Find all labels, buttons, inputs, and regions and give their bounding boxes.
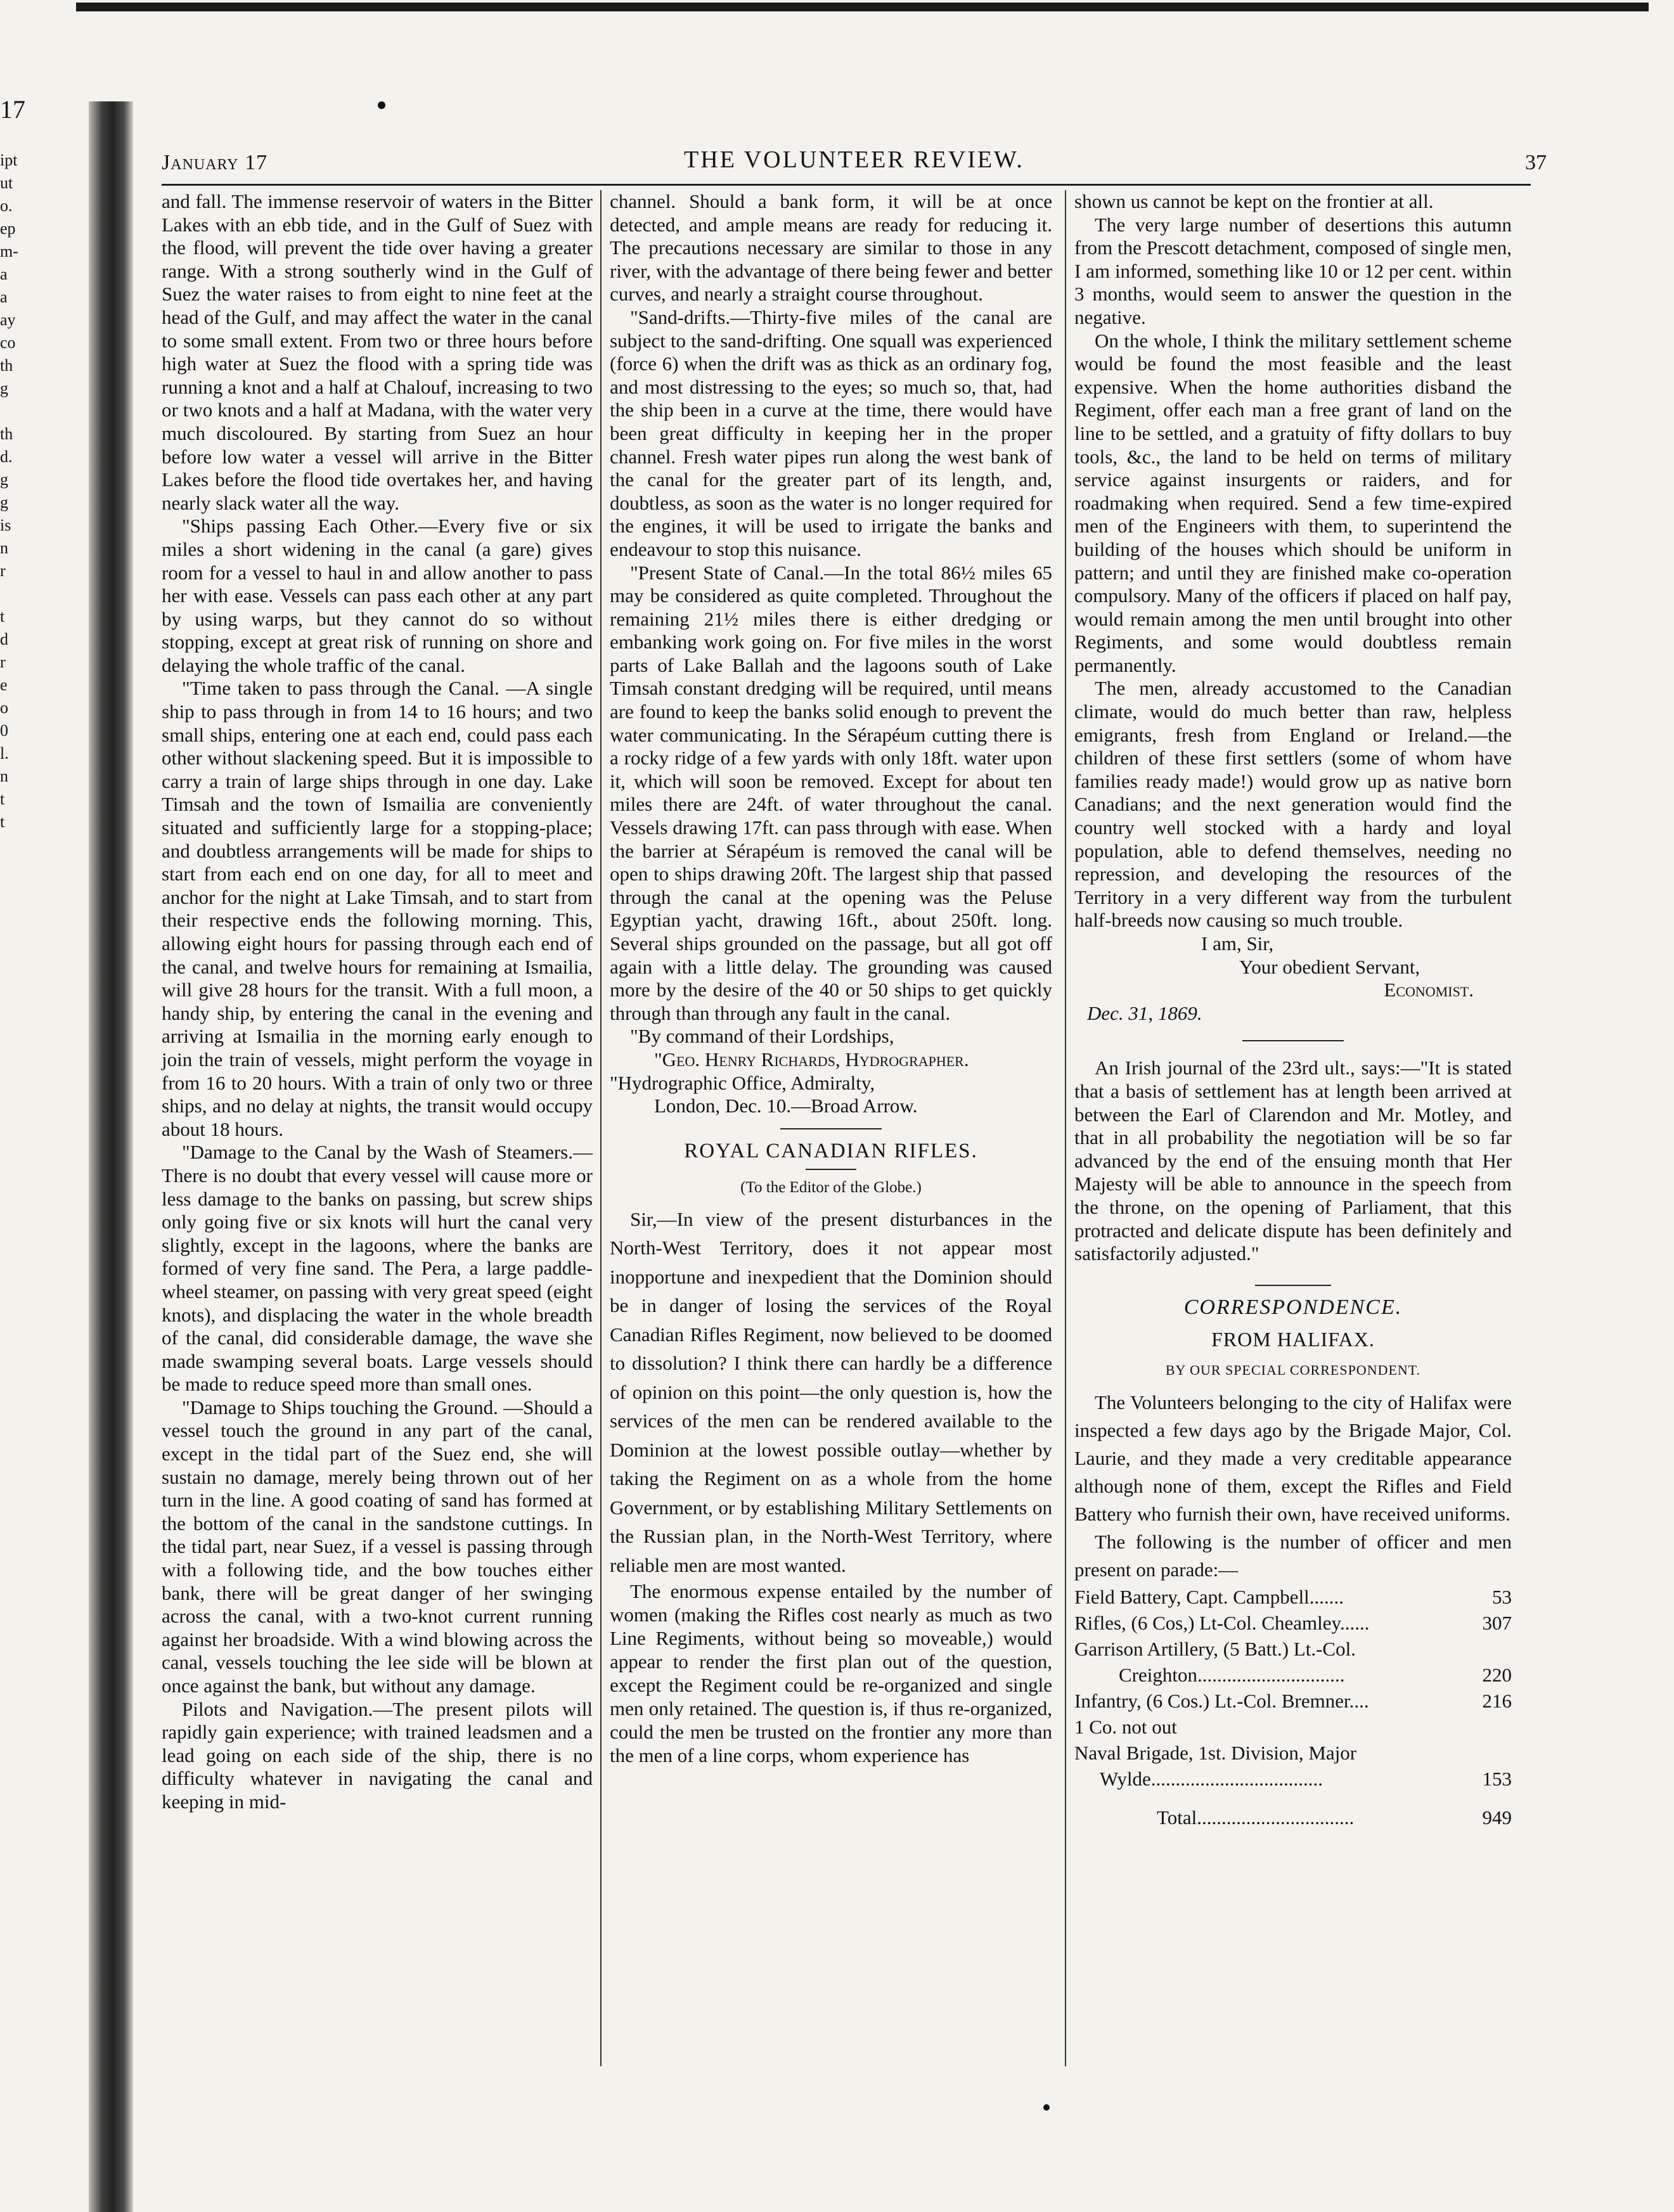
paragraph: Sir,—In view of the present disturbances in the North-West Territory, does it not appear most inopportune and inexpedient that the Dominion should be in danger of losing the services of the Royal Canadian Rifles Regiment, now believed to be doomed to dissolution? I think there can hardly be a difference of opinion on this point—the only question is, how the services of the men can be rendered available to the Dominion at the lowest possible outlay—whether by taking the Regiment on as a whole from the home Government, or by establishing Military Settlements on the Russian plan, in the North-West Territory, where reliable men are most wanted. (610, 1207, 1052, 1576)
parade-table (1074, 1584, 1512, 1830)
paragraph: "Present State of Canal.—In the total 86½ miles 65 may be considered as quite completed. Throughout the remaining 21½ miles there is either dredging or embanking work going on. For five miles in the worst parts of Lake Ballah and the lagoons south of Lake Timsah constant dredging will be required, until means are found to keep the banks solid enough to prevent the water communicating. In the Sérapéum cutting there is a rocky ridge of a few yards with only 18ft. water upon it, which will soon be removed. Except for about ten miles there are 24ft. of water throughout the canal. Vessels drawing 17ft. can pass through with ease. When the barrier at Sérapéum is removed the canal will be open to ships drawing 20ft. The largest ship that passed through the canal at the opening was the Peluse Egyptian yacht, drawing 16ft., about 250ft. long. Several ships grounded on the passage, but all got off again with a little delay. The grounding was caused more by the desire of the 40 or 50 ships to get quickly through than through any fault in the canal. (610, 561, 1052, 1024)
gutter-fragment: ep (0, 219, 16, 238)
gutter-fragment: m- (0, 242, 18, 260)
row-number: 216 (1482, 1689, 1512, 1712)
page-header (162, 146, 1547, 177)
article-heading: ROYAL CANADIAN RIFLES. (684, 1139, 978, 1162)
row-label: Wylde................................... (1100, 1767, 1323, 1790)
gutter-fragment: a (0, 288, 8, 306)
paragraph: On the whole, I think the military settlement scheme would be found the most feasible and the least expensive. When the home authorities disband the Regiment, offer each man a free grant of land on the line to be settled, and a gratuity of fifty dollars to buy tools, &c., the land to be held on terms of military service against insurgents or raiders, and for roadmaking when required. Send a few time-expired men of the Engineers with them, to superintend the building of the houses which should be uniform in pattern; and until they are finished make co-operation compulsory. Many of the officers if placed on half pay, would remain among the men until brought into other Regiments, and some would doubtless remain permanently. (1074, 329, 1512, 676)
signature-dateline: London, Dec. 10.—Broad Arrow. (654, 1095, 918, 1117)
correspondence-byline: BY OUR SPECIAL CORRESPONDENT. (1165, 1361, 1421, 1378)
gutter-fragment: 17 (0, 95, 25, 124)
paragraph: Pilots and Navigation.—The present pilots will rapidly gain experience; with trained leadsmen and a lead going on each side of the ship, there is no difficulty whatever in navigating the canal and keeping in mid- (162, 1697, 593, 1813)
column-rule (600, 190, 602, 2066)
header-page-number: 37 (1525, 151, 1547, 174)
row-number (1455, 1714, 1512, 1740)
row-number: 307 (1482, 1611, 1512, 1634)
gutter-fragment: th (0, 356, 13, 375)
gutter-fragment: n (0, 767, 8, 785)
paragraph: channel. Should a bank form, it will be at once detected, and ample means are ready for reducing it. The precautions necessary are similar to those in any river, with the advantage of there being fewer and better curves, and nearly a straight course throughout. (610, 190, 1052, 305)
ink-speck (378, 101, 385, 109)
gutter-fragment: d (0, 630, 8, 648)
paragraph: The enormous expense entailed by the number of women (making the Rifles cost nearly as much as two Line Regiments, without being so moveable,) would appear to render the first plan out of the question, except the Regiment could be re-organized and single men only retained. The question is, if thus re-organized, could the men be trusted on the frontier any more than the men of a line corps, whom experience has (610, 1580, 1052, 1767)
gutter-fragment: e (0, 676, 8, 694)
paragraph: The following is the number of officer and men present on parade:— (1074, 1530, 1512, 1581)
gutter-fragment: t (0, 790, 5, 808)
gutter-fragment: co (0, 333, 16, 352)
row-number: 53 (1492, 1585, 1512, 1608)
gutter-fragment: r (0, 562, 6, 580)
paragraph: The men, already accustomed to the Canadian climate, would do much better than raw, helpless emigrants, fresh from England or Ireland.—the children of these first settlers (some of whom have families ready made!) would grow up as native born Canadians; and the next generation would find the country well stocked with a hardy and loyal population, able to defend themselves, needing no repression, and developing the resources of the Territory in a very different way from the turbulent half-breeds now causing so much trouble. (1074, 677, 1512, 932)
gutter-fragment: a (0, 265, 8, 283)
gutter-fragment: ut (0, 174, 13, 192)
row-number: 153 (1482, 1767, 1512, 1790)
gutter-fragment: is (0, 516, 11, 534)
gutter-fragment: t (0, 607, 5, 626)
paragraph: and fall. The immense reservoir of waters in the Bitter Lakes with an ebb tide, and in the Gulf of Suez with the flood, will prevent the tide over having a greater range. With a strong southerly wind in the Gulf of Suez the water raises to from eight to nine feet at the head of the Gulf, and may affect the water in the canal to some small extent. From two or three hours before high water at Suez the flood with a spring tide was running a knot and a half at Chalouf, increasing to two or two knots and a half at Madana, with the water very much discoloured. By starting from Suez an hour before low water a vessel will arrive in the Bitter Lakes before the flood tide overtakes her, and having nearly slack water all the way. (162, 190, 593, 514)
gutter-fragment: g (0, 493, 8, 511)
table-row (1074, 1610, 1512, 1636)
table-row (1074, 1714, 1512, 1740)
row-number (1455, 1740, 1512, 1766)
correspondence-from: FROM HALIFAX. (1211, 1328, 1375, 1351)
gutter-fragment: g (0, 379, 8, 397)
header-date: January 17 (162, 151, 268, 174)
row-number (1455, 1636, 1512, 1662)
row-number: 220 (1482, 1663, 1512, 1686)
paragraph: The Volunteers belonging to the city of Halifax were inspected a few days ago by the Brigade Major, Col. Laurie, and they made a very creditable appearance although none of them, except the Rifles and Field Battery who furnish their own, have received uniforms. (1074, 1391, 1512, 1525)
row-label: Creighton.............................. (1119, 1663, 1345, 1686)
gutter-fragment: ay (0, 311, 16, 329)
section-divider (1242, 1040, 1344, 1041)
row-label: Garrison Artillery, (5 Batt.) Lt.-Col. (1074, 1637, 1356, 1660)
table-row (1074, 1740, 1512, 1766)
paragraph: "Sand-drifts.—Thirty-five miles of the canal are subject to the sand-drifting. One squall was experienced (force 6) when the drift was as thick as an ordinary fog, and most distressing to the eyes; so much so, that, had the ship been in a curve at the time, there would have been great difficulty in keeping her in the proper channel. Fresh water pipes run along the west bank of the canal for the greater part of its length, and, doubtless, as soon as the water is no longer required for the engines, it will be used to irrigate the banks and endeavour to stop this nuisance. (610, 305, 1052, 560)
gutter-fragment: g (0, 470, 8, 489)
letter-servant: Your obedient Servant, (1239, 955, 1420, 978)
heading-divider (806, 1169, 856, 1170)
letter-signature: Economist. (1384, 979, 1474, 1001)
row-label: Field Battery, Capt. Campbell....... (1074, 1585, 1344, 1608)
letter-date: Dec. 31, 1869. (1087, 1001, 1202, 1024)
header-rule (162, 184, 1531, 186)
gutter-fragment: ipt (0, 151, 18, 169)
paragraph: shown us cannot be kept on the frontier at all. (1074, 190, 1434, 212)
row-label: 1 Co. not out (1074, 1715, 1177, 1738)
column-1 (162, 190, 593, 1814)
ink-speck (1043, 2104, 1050, 2111)
row-label: Rifles, (6 Cos,) Lt-Col. Cheamley...... (1074, 1611, 1370, 1634)
letter-close: I am, Sir, (1201, 932, 1274, 955)
gutter-fragment: o (0, 698, 8, 717)
paragraph: An Irish journal of the 23rd ult., says:—"It is stated that a basis of settlement has at length been arrived at between the Earl of Clarendon and Mr. Motley, and that in all probability the negotiation will be so far advanced by the end of the ensuing month that Her Majesty will be able to announce in the speech from the throne, on the opening of Parliament, that this protracted and delicate dispute has been definitely and satisfactorily adjusted." (1074, 1057, 1512, 1265)
section-divider (780, 1128, 882, 1129)
row-label: Total................................ (1157, 1806, 1355, 1829)
signature-command: "By command of their Lordships, (630, 1025, 894, 1048)
table-row (1074, 1766, 1512, 1792)
correspondence-heading: CORRESPONDENCE. (1183, 1295, 1403, 1319)
table-row (1074, 1792, 1512, 1830)
left-gutter (0, 95, 146, 1382)
column-2 (610, 190, 1052, 1767)
paragraph: "Damage to the Canal by the Wash of Steamers.—There is no doubt that every vessel will cause more or less damage to the banks on passing, but screw ships only going five or six knots will hurt the canal very slightly, except in the lagoons, where the banks are formed of very fine sand. The Pera, a large paddle-wheel steamer, on passing with very great speed (eight knots), and displacing the water in the whole breadth of the canal, did considerable damage, the wave she made swamping several boats. Large vessels should be made to reduce speed more than small ones. (162, 1141, 593, 1396)
gutter-fragment: 0 (0, 721, 8, 740)
table-row (1074, 1584, 1512, 1610)
paragraph: "Time taken to pass through the Canal. —A single ship to pass through in from 14 to 16 hours; and two small ships, entering one at each end, could pass each other without slackening speed. But it is impossible to carry a train of large ships through in one day. Lake Timsah and the town of Ismailia are conveniently situated and sufficiently large for a stopping-place; and doubtless arrangements will be made for ships to start from each end on one day, for all to meet and anchor for the night at Lake Timsah, and to start from their respective ends the following morning. This, allowing eight hours for passing through each end of the canal, and twelve hours for remaining at Ismailia, will give 28 hours for the transit. With a full moon, a handy ship, by entering the canal in the evening and arriving at Ismailia in the morning early enough to join the train of vessels, might perform the voyage in from 16 to 20 hours. With a train of only two or three ships, and no delay at nights, the transit would occupy about 18 hours. (162, 677, 593, 1140)
table-row (1074, 1662, 1512, 1688)
gutter-fragment: r (0, 653, 6, 671)
signature-office: "Hydrographic Office, Admiralty, (610, 1071, 875, 1094)
top-edge-bar (76, 3, 1649, 11)
paragraph: The very large number of desertions this autumn from the Prescott detachment, composed of single men, I am informed, something like 10 or 12 per cent. within 3 months, would seem to answer the question in the negative. (1074, 213, 1512, 328)
gutter-fragment: n (0, 539, 8, 557)
section-divider (1255, 1285, 1331, 1286)
paragraph: "Damage to Ships touching the Ground. —Should a vessel touch the ground in any part of the canal, except in the tidal part of the Suez end, she will sustain no damage, merely being thrown out of her turn in the line. A good coating of sand has formed at the bottom of the canal in the sandstone cuttings. In the tidal part, near Suez, if a vessel is passing through with a following tide, and the bow touches either bank, there will be great danger of her swinging across the canal, with a two-knot current running against her broadside. With a wind blowing across the canal, vessels touching the lee side will be blown at once against the bank, but without any damage. (162, 1396, 593, 1697)
row-label: Infantry, (6 Cos.) Lt.-Col. Bremner.... (1074, 1689, 1369, 1712)
gutter-fragment: o. (0, 196, 13, 215)
gutter-fragment: th (0, 425, 13, 443)
paragraph: "Ships passing Each Other.—Every five or six miles a short widening in the canal (a gare) gives room for a vessel to haul in and allow another to pass her with ease. Vessels can pass each other at any part by using warps, but they cannot do so without stopping, except at great risk of running on shore and delaying the whole traffic of the canal. (162, 515, 593, 676)
header-title: THE VOLUNTEER REVIEW. (684, 146, 1024, 173)
row-label: Naval Brigade, 1st. Division, Major (1074, 1741, 1357, 1764)
gutter-fragment: t (0, 813, 5, 831)
table-row (1074, 1688, 1512, 1714)
table-row (1074, 1636, 1512, 1662)
column-3 (1074, 190, 1512, 1830)
signature-name: "Geo. Henry Richards, Hydrographer. (654, 1048, 969, 1071)
gutter-fragment: l. (0, 744, 9, 762)
column-rule (1065, 190, 1066, 2066)
article-subheading: (To the Editor of the Globe.) (740, 1179, 922, 1197)
gutter-fragment: d. (0, 447, 13, 466)
row-number: 949 (1482, 1806, 1512, 1829)
